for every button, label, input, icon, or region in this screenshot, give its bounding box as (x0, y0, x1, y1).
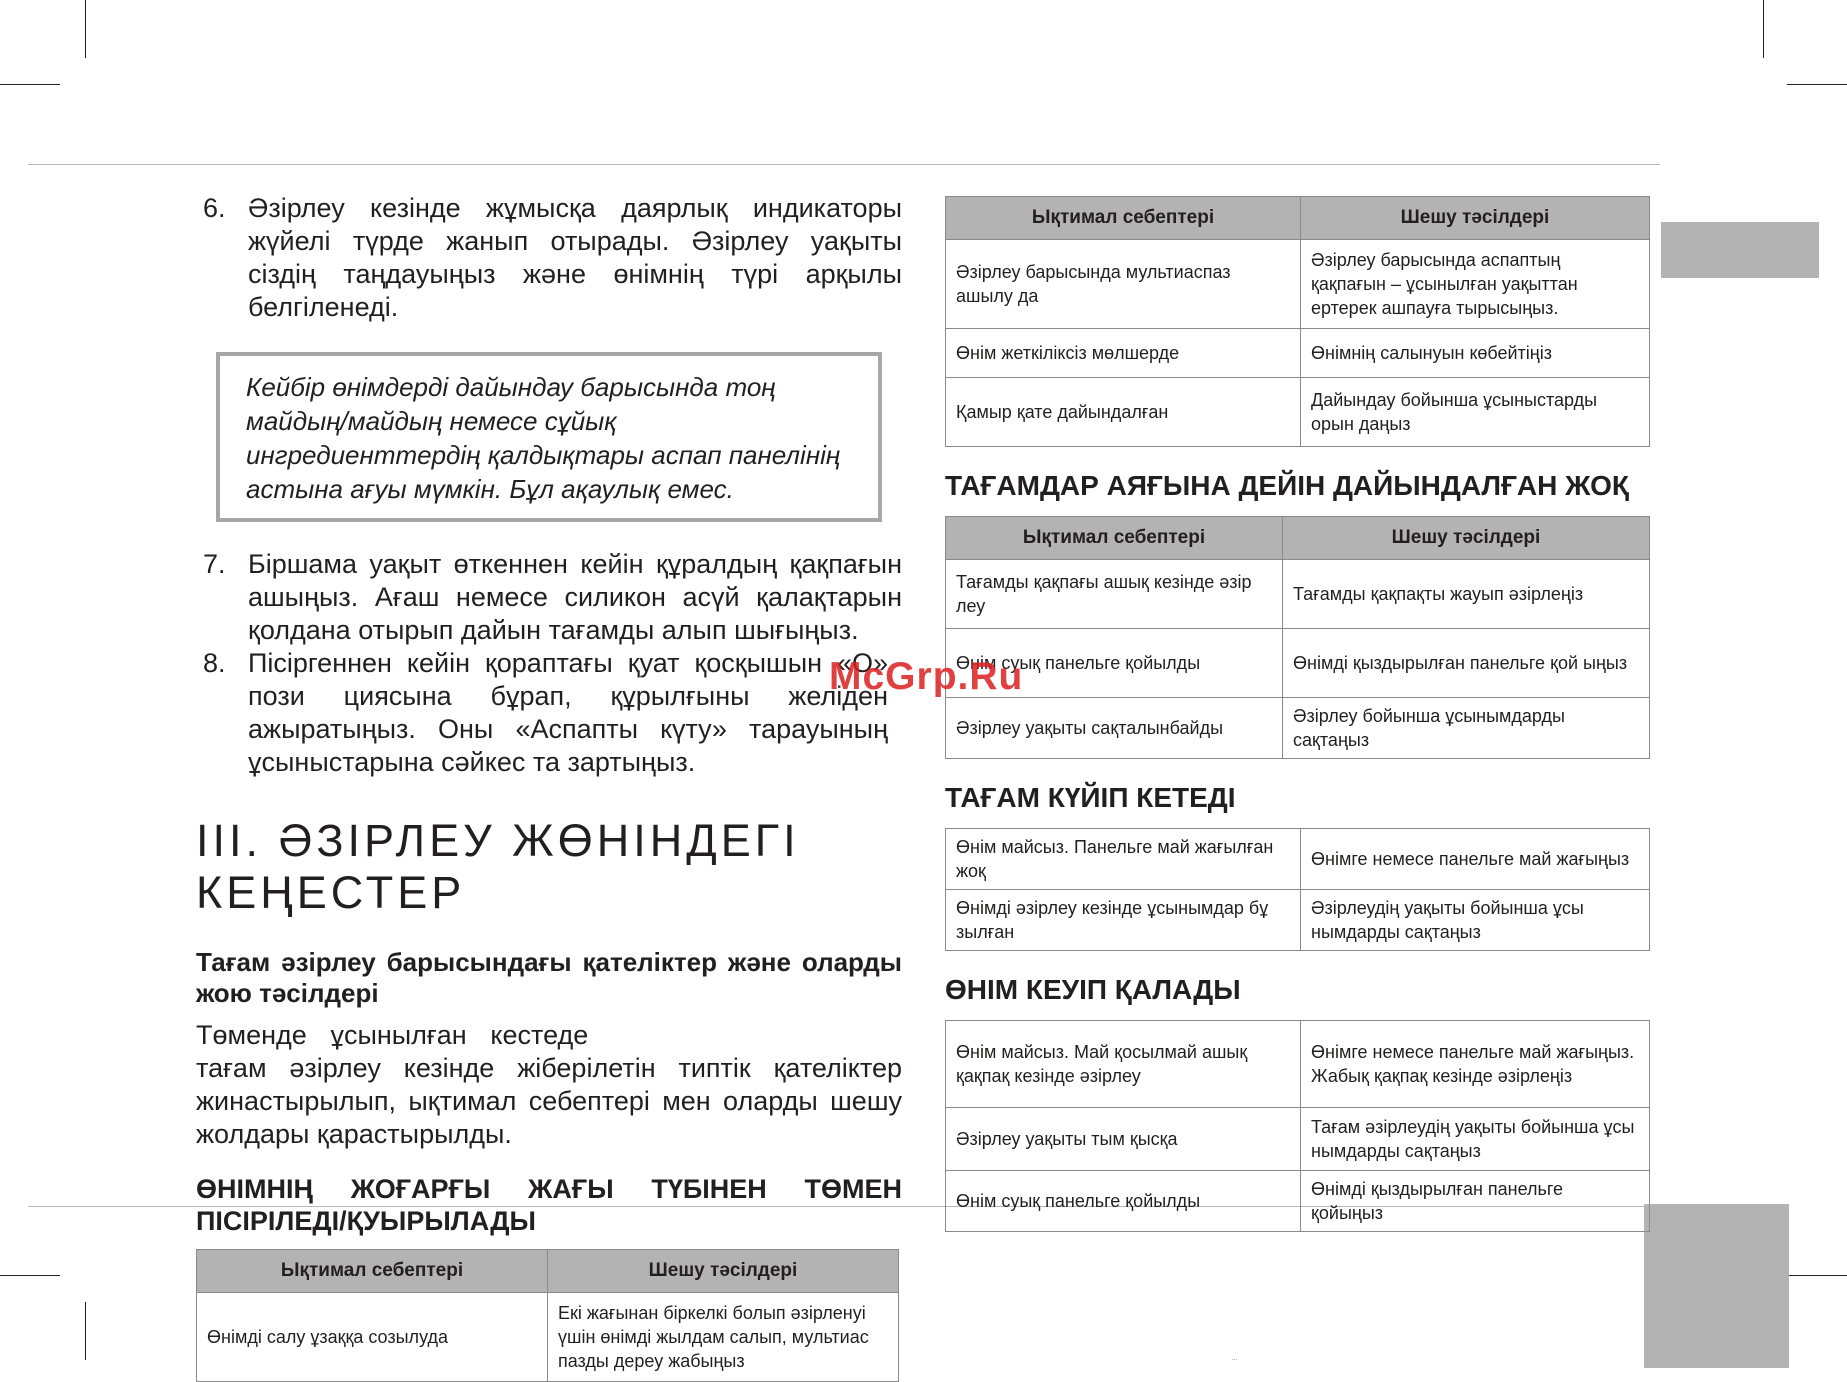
section-title: III. ӘЗІРЛЕУ ЖӨНІНДЕГІ КЕҢЕСТЕР (196, 815, 800, 918)
col-cause-header: Ықтимал себептері (946, 517, 1283, 560)
step-text: Әзірлеу кезінде жұмысқа даярлық индикаторы жүйелі түрде жанып отырады. Әзірлеу уақыты сіздің таңдауыңыз және өнімнің түрі арқылы белгіленеді. (248, 193, 902, 322)
errors-heading: Тағам әзірлеу барысындағы қателіктер және оларды жою тәсілдері (196, 947, 902, 1008)
table-dries (945, 1020, 1650, 1232)
col-solution-header: Шешу тәсілдері (1283, 517, 1650, 560)
solution-cell: Өнімді қыздырылған панельге қойыңыз (1301, 1171, 1650, 1232)
col-solution-header: Шешу тәсілдері (548, 1250, 899, 1293)
step-6 (196, 192, 902, 324)
table-row (946, 560, 1650, 629)
cause-cell: Тағамды қақпағы ашық кезінде әзір леу (946, 560, 1283, 629)
crop-mark (85, 1302, 86, 1360)
table-general (945, 196, 1650, 447)
table-row (946, 629, 1650, 698)
step-number: 8. (203, 648, 226, 678)
table-row (946, 1171, 1650, 1232)
cause-cell: Қамыр қате дайындалған (946, 378, 1301, 447)
cause-cell: Өнімді салу ұзаққа созылуда (197, 1293, 548, 1382)
page-number-block (1644, 1204, 1789, 1368)
watermark: McGrp.Ru (829, 655, 1024, 698)
cause-cell: Өнім майсыз. Панельге май жағылған жоқ (946, 829, 1301, 890)
table-row (946, 1021, 1650, 1108)
solution-cell: Өнімді қыздырылған панельге қой ыңыз (1283, 629, 1650, 698)
table-top-bottom-heading: ӨНІМНІҢ ЖОҒАРҒЫ ЖАҒЫ ТҮБІНЕН ТӨМЕН ПІСІРІЛЕДІ/ҚУЫРЫЛАДЫ (196, 1174, 902, 1236)
cause-cell: Әзірлеу уақыты тым қысқа (946, 1108, 1301, 1171)
crop-mark (0, 1275, 60, 1276)
table-row (946, 378, 1650, 447)
table-row (946, 890, 1650, 951)
note-box (216, 352, 882, 522)
crop-mark (1787, 84, 1847, 85)
solution-cell: Әзірлеу бойынша ұсынымдарды сақтаңыз (1283, 698, 1650, 759)
table-row (946, 329, 1650, 378)
step-number: 6. (203, 193, 226, 223)
table-burns-heading: ТАҒАМ КҮЙІП КЕТЕДІ (945, 782, 1236, 813)
note-text: Кейбір өнімдерді дайындау барысында тоң майдың/майдың немесе сұйық ингредиенттердің қалдықтары аспап панелінің астына ағуы мүмкін. Бұл ақаулық емес. (246, 372, 841, 504)
left-column (196, 192, 902, 1382)
col-solution-header: Шешу тәсілдері (1301, 197, 1650, 240)
step-text: Біршама уақыт өткеннен кейін құралдың қақпағын ашыңыз. Ағаш немесе силикон асүй қалақтарын қолдана отырып дайын тағамды алып шығыңыз. (248, 549, 902, 645)
crop-mark (1763, 0, 1764, 58)
intro-paragraph (196, 1019, 902, 1151)
table-burns (945, 828, 1650, 951)
step-number: 7. (203, 549, 226, 579)
crop-mark (85, 0, 86, 58)
intro-part-2: тағам әзірлеу кезінде жіберілетін типтік қателіктер жинастырылып, ықтимал себептері мен оларды шешу жолдары қарастырылды. (196, 1053, 902, 1149)
solution-cell: Тағамды қақпақты жауып әзірлеңіз (1283, 560, 1650, 629)
cause-cell: Өнімді әзірлеу кезінде ұсынымдар бұ зылған (946, 890, 1301, 951)
table-dries-heading: ӨНІМ КЕУІП ҚАЛАДЫ (945, 974, 1241, 1005)
table-row (946, 240, 1650, 329)
table-row (946, 1108, 1650, 1171)
cause-cell: Өнім суық панельге қойылды (946, 1171, 1301, 1232)
col-cause-header: Ықтимал себептері (946, 197, 1301, 240)
header-rule (28, 164, 1660, 165)
cause-cell: Өнім майсыз. Май қосылмай ашық қақпақ кезінде әзірлеу (946, 1021, 1301, 1108)
step-text: Пісіргеннен кейін қораптағы қуат қосқышын «О» пози циясына бұрап, құрылғыны желіден ажыратыңыз. Оны «Аспапты күту» тарауының ұсыныстарына сәйкес та зартыңыз. (248, 648, 888, 777)
solution-cell: Әзірлеудің уақыты бойынша ұсы нымдарды сақтаңыз (1301, 890, 1650, 951)
solution-cell: Дайындау бойынша ұсыныстарды орын даңыз (1301, 378, 1650, 447)
solution-cell: Өнімге немесе панельге май жағыңыз (1301, 829, 1650, 890)
solution-cell: Екі жағынан біркелкі болып әзірленуі үшін өнімді жылдам салып, мультиас пазды дереу жабыңыз (548, 1293, 899, 1382)
table-row (197, 1293, 899, 1382)
crop-mark (0, 84, 60, 85)
intro-part-1: Төменде ұсынылған кестеде (196, 1020, 589, 1050)
step-8 (196, 647, 902, 779)
cause-cell: Өнім жеткіліксіз мөлшерде (946, 329, 1301, 378)
table-top-bottom (196, 1249, 899, 1382)
right-column (945, 196, 1650, 1232)
table-not-done (945, 516, 1650, 759)
solution-cell: Әзірлеу барысында аспаптың қақпағын – ұсынылған уақыттан ертерек ашпауға тырысыңыз. (1301, 240, 1650, 329)
step-7 (196, 548, 902, 647)
table-row (946, 698, 1650, 759)
cause-cell: Әзірлеу барысында мультиаспаз ашылу да (946, 240, 1301, 329)
solution-cell: Өнімге немесе панельге май жағыңыз. Жабық қақпақ кезінде әзірлеңіз (1301, 1021, 1650, 1108)
chapter-tab (1661, 222, 1819, 278)
crop-mark (1787, 1275, 1847, 1276)
footer-tiny-text: ... (1232, 1356, 1238, 1362)
table-row (946, 829, 1650, 890)
solution-cell: Тағам әзірлеудің уақыты бойынша ұсы нымдарды сақтаңыз (1301, 1108, 1650, 1171)
col-cause-header: Ықтимал себептері (197, 1250, 548, 1293)
cause-cell: Әзірлеу уақыты сақталынбайды (946, 698, 1283, 759)
cause-cell: Өнім суық панельге қойылды (946, 629, 1283, 698)
solution-cell: Өнімнің салынуын көбейтіңіз (1301, 329, 1650, 378)
table-not-done-heading: ТАҒАМДАР АЯҒЫНА ДЕЙІН ДАЙЫНДАЛҒАН ЖОҚ (945, 470, 1629, 501)
